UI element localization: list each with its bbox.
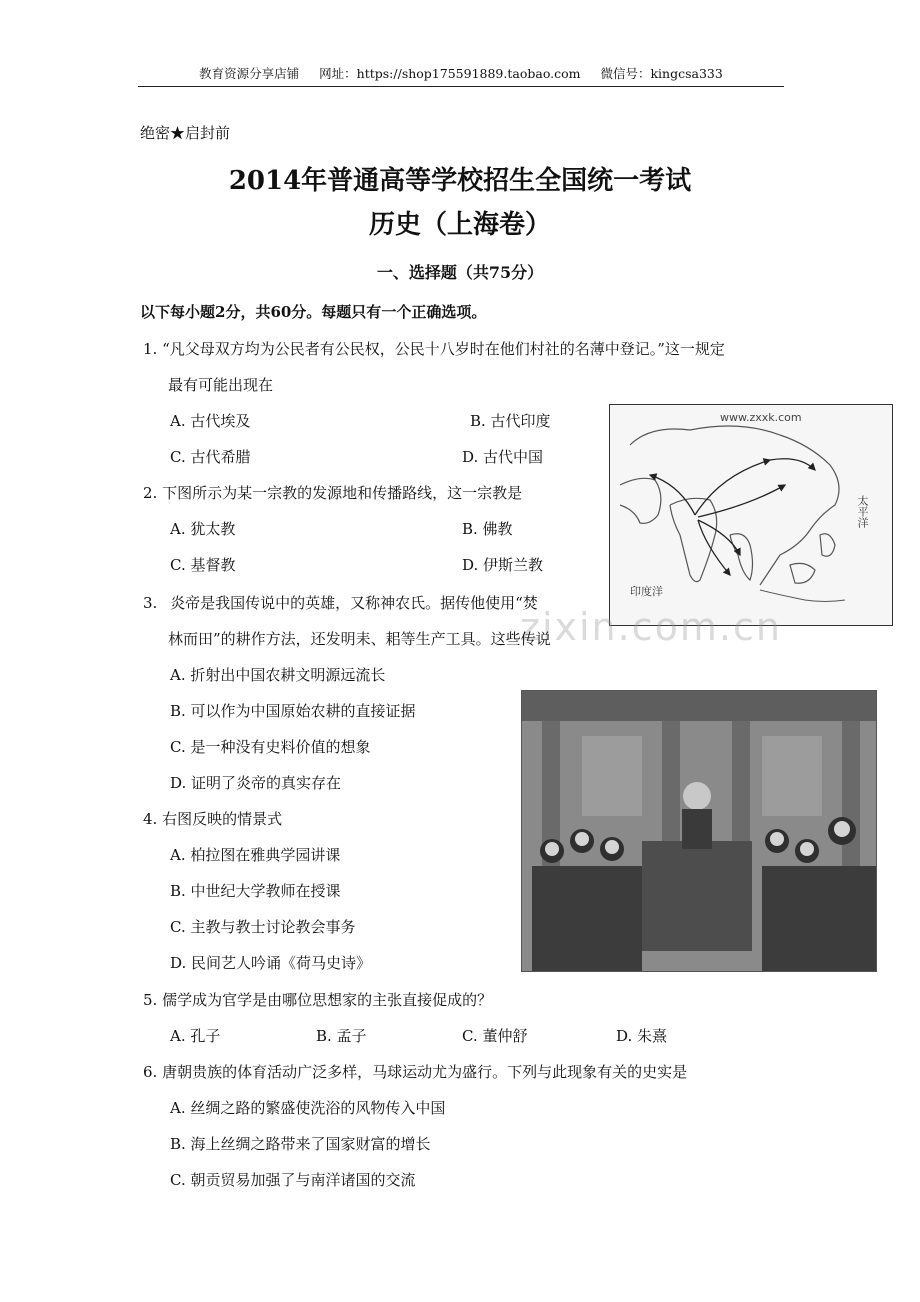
q5-option-d: D. 朱熹 bbox=[616, 1027, 668, 1045]
q3-number: 3. bbox=[143, 594, 158, 612]
map-pacific-label: 太平洋 bbox=[856, 495, 869, 528]
q6-stem-line1: 唐朝贵族的体育活动广泛多样，马球运动尤为盛行。下列与此现象有关的史实是 bbox=[162, 1063, 688, 1081]
map-indian-label: 印度洋 bbox=[630, 585, 663, 598]
q3-option-c: C. 是一种没有史料价值的想象 bbox=[170, 738, 371, 756]
q1-number: 1. bbox=[143, 340, 158, 358]
q2-option-d: D. 伊斯兰教 bbox=[462, 556, 544, 574]
painting-drawing bbox=[522, 691, 876, 971]
q1-option-b: B. 古代印度 bbox=[470, 412, 551, 430]
watermark: zixin.com.cn bbox=[520, 605, 782, 649]
religion-spread-map bbox=[609, 404, 893, 626]
q3-stem-line1: 炎帝是我国传说中的英雄，又称神农氏。据传他使用“焚 bbox=[170, 594, 538, 612]
q4-number: 4. bbox=[143, 810, 158, 828]
q6-number: 6. bbox=[143, 1063, 158, 1081]
header-wechat: 微信号：kingcsa333 bbox=[600, 66, 723, 81]
q2-option-c: C. 基督教 bbox=[170, 556, 236, 574]
q1-stem bbox=[143, 338, 725, 359]
q2-option-a: A. 犹太教 bbox=[170, 520, 236, 538]
q3-option-b: B. 可以作为中国原始农耕的直接证据 bbox=[170, 702, 416, 720]
q1-option-a: A. 古代埃及 bbox=[170, 412, 251, 430]
q2-option-b: B. 佛教 bbox=[462, 520, 513, 538]
q3-stem-line2: 林而田”的耕作方法，还发明耒、耜等生产工具。这些传说 bbox=[168, 630, 551, 648]
q6-option-c: C. 朝贡贸易加强了与南洋诸国的交流 bbox=[170, 1171, 416, 1189]
q3-option-a: A. 折射出中国农耕文明源远流长 bbox=[170, 666, 386, 684]
q4-option-b: B. 中世纪大学教师在授课 bbox=[170, 882, 341, 900]
q3-option-d: D. 证明了炎帝的真实存在 bbox=[170, 774, 342, 792]
q4-option-a: A. 柏拉图在雅典学园讲课 bbox=[170, 846, 341, 864]
q4-option-c: C. 主教与教士讨论教会事务 bbox=[170, 918, 356, 936]
instructions: 以下每小题2分，共60分。每题只有一个正确选项。 bbox=[140, 303, 487, 321]
lecture-painting bbox=[521, 690, 877, 972]
header-website: 网址：https://shop175591889.taobao.com bbox=[319, 66, 581, 81]
map-site-label: www.zxxk.com bbox=[720, 411, 802, 424]
q4-stem-line1: 右图反映的情景式 bbox=[162, 810, 283, 828]
q2-number: 2. bbox=[143, 484, 158, 502]
section-heading: 一、选择题（共75分） bbox=[376, 263, 544, 282]
q5-stem-line1: 儒学成为官学是由哪位思想家的主张直接促成的？ bbox=[162, 991, 493, 1009]
exam-subtitle: 历史（上海卷） bbox=[368, 210, 551, 240]
q1-option-c: C. 古代希腊 bbox=[170, 448, 251, 466]
header-shop: 教育资源分享店铺 bbox=[199, 66, 300, 81]
q2-stem bbox=[143, 482, 522, 503]
secret-label: 绝密★启封前 bbox=[140, 124, 231, 142]
q6-option-b: B. 海上丝绸之路带来了国家财富的增长 bbox=[170, 1135, 431, 1153]
q5-number: 5. bbox=[143, 991, 158, 1009]
page-header bbox=[138, 66, 784, 87]
q5-option-b: B. 孟子 bbox=[316, 1027, 367, 1045]
q1-stem-line1: “凡父母双方均为公民者有公民权，公民十八岁时在他们村社的名薄中登记。”这一规定 bbox=[162, 340, 725, 358]
q4-stem bbox=[143, 808, 282, 829]
q6-stem bbox=[143, 1061, 687, 1082]
q3-stem bbox=[143, 592, 538, 613]
q5-stem bbox=[143, 989, 492, 1010]
q1-stem-line2: 最有可能出现在 bbox=[168, 376, 274, 394]
q4-option-d: D. 民间艺人吟诵《荷马史诗》 bbox=[170, 954, 372, 972]
q1-option-d: D. 古代中国 bbox=[462, 448, 544, 466]
q6-option-a: A. 丝绸之路的繁盛使洗浴的风物传入中国 bbox=[170, 1099, 446, 1117]
q2-stem-line1: 下图所示为某一宗教的发源地和传播路线，这一宗教是 bbox=[162, 484, 523, 502]
q5-option-c: C. 董仲舒 bbox=[462, 1027, 528, 1045]
exam-title: 2014年普通高等学校招生全国统一考试 bbox=[228, 166, 692, 196]
q5-option-a: A. 孔子 bbox=[170, 1027, 221, 1045]
